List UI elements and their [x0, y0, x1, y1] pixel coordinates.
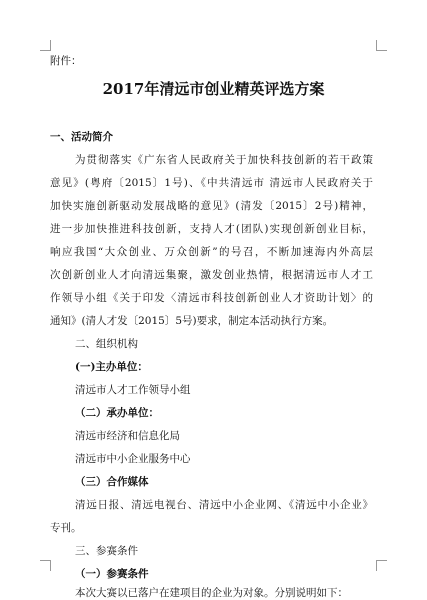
corner-mark-top-right [376, 40, 387, 51]
paragraph-line: 加快实施创新驱动发展战略的意见》(清发〔2015〕2号)精神， [50, 200, 373, 212]
media-line: 专刊。 [50, 522, 82, 534]
subsection-media-heading: （三）合作媒体 [75, 476, 149, 488]
subsection-undertaker-heading: （二）承办单位： [75, 407, 159, 419]
section-3-heading: 三、参赛条件 [75, 545, 138, 557]
undertaker-item: 清远市经济和信息化局 [75, 430, 180, 442]
paragraph-line: 为贯彻落实《广东省人民政府关于加快科技创新的若干政策 [75, 154, 373, 166]
eligibility-line: 本次大赛以已落户在建项目的企业为对象。分别说明如下： [75, 587, 348, 599]
media-line: 清远日报、清远电视台、清远中小企业网、《清远中小企业》 [75, 499, 373, 511]
subsection-organizer-heading: (一)主办单位： [75, 361, 148, 373]
attachment-label: 附件： [50, 55, 82, 67]
corner-mark-bottom-left [40, 560, 51, 571]
section-1-heading: 一、活动简介 [50, 131, 113, 143]
paragraph-line: 意见》(粤府〔2015〕1号)、《中共清远市 清远市人民政府关于 [50, 177, 373, 189]
paragraph-line: 作领导小组《关于印发〈清远市科技创新创业人才资助计划〉的 [50, 292, 373, 304]
paragraph-line: 响应我国“大众创业、万众创新”的号召，不断加速海内外高层 [50, 246, 373, 258]
corner-mark-top-left [40, 40, 51, 51]
subsection-eligibility-heading: （一）参赛条件 [75, 568, 149, 580]
paragraph-line: 通知》(清人才发〔2015〕5号)要求，制定本活动执行方案。 [50, 315, 334, 327]
corner-mark-bottom-right [376, 560, 387, 571]
paragraph-line: 次创新创业人才向清远集聚，激发创业热情，根据清远市人才工 [50, 269, 373, 281]
document-title: 2017年清远市创业精英评选方案 [102, 80, 325, 98]
section-2-heading: 二、组织机构 [75, 338, 138, 350]
undertaker-item: 清远市中小企业服务中心 [75, 453, 191, 465]
paragraph-line: 进一步加快推进科技创新，支持人才(团队)实现创新创业目标， [50, 223, 373, 235]
organizer-item: 清远市人才工作领导小组 [75, 384, 191, 396]
